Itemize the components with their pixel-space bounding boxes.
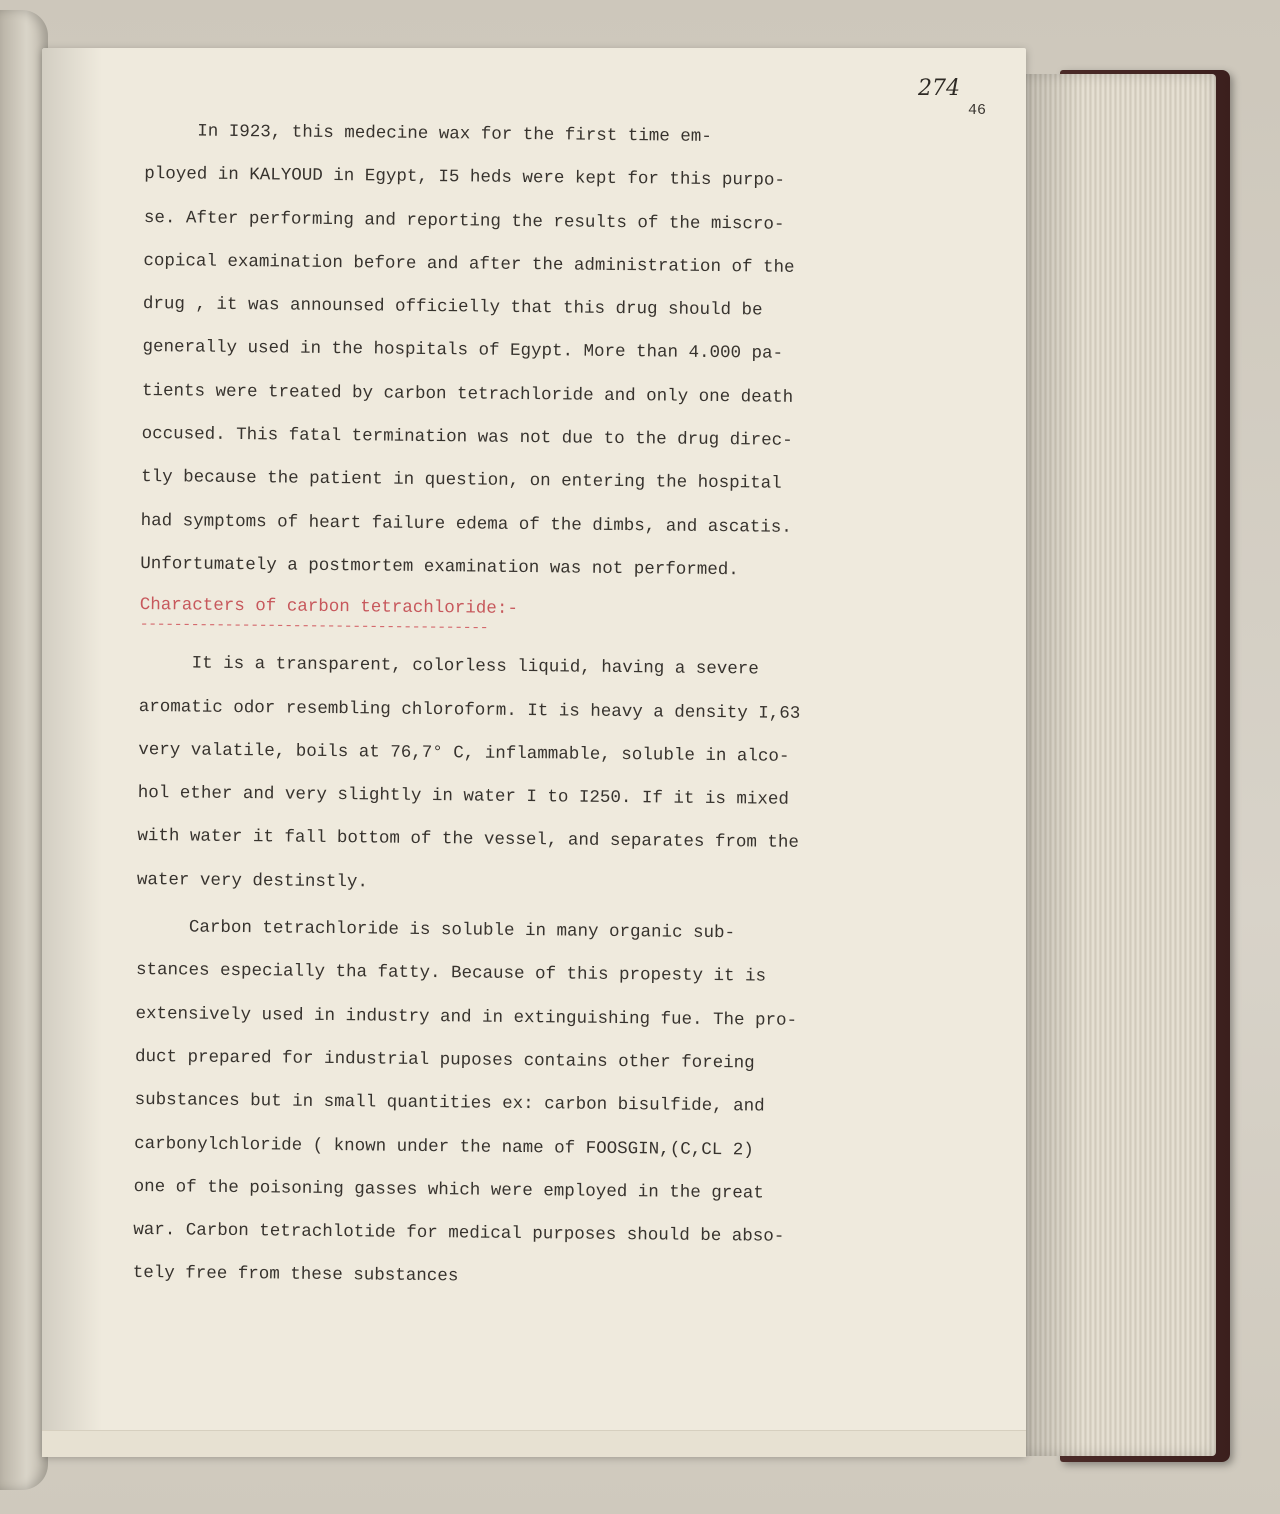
gutter-shadow: [42, 48, 102, 1456]
text-line: copical examination before and after the administration of the: [143, 250, 795, 278]
text-line: occused. This fatal termination was not due to the drug direc-: [141, 424, 793, 451]
text-line: Carbon tetrachloride is soluble in many organic sub-: [136, 917, 736, 944]
text-line: extensively used in industry and in extinguishing fue. The pro-: [135, 1003, 798, 1031]
text-line: duct prepared for industrial puposes contains other foreing: [134, 1046, 755, 1074]
paragraph-properties: [137, 642, 965, 910]
text-line: hol ether and very slightly in water I to I250. If it is mixed: [137, 783, 790, 810]
page-bottom-edge: [42, 1430, 1026, 1457]
text-line: drug , it was announsed officielly that this drug should be: [142, 294, 763, 321]
text-line: one of the poisoning gasses which were employed in the great: [133, 1176, 764, 1204]
section-heading: Characters of carbon tetrachloride:-: [139, 595, 518, 620]
text-line: water very destinstly.: [136, 869, 369, 893]
text-line: It is a transparent, colorless liquid, having a severe: [139, 653, 759, 680]
text-line: generally used in the hospitals of Egypt. More than 4.000 pa-: [142, 337, 784, 365]
text-line: tely free from these substances: [132, 1263, 459, 1287]
handwritten-folio-number: 274: [918, 76, 960, 101]
heading-underline: -----------------------------------------: [139, 616, 489, 637]
text-line: substances but in small quantities ex: carbon bisulfide, and: [134, 1090, 765, 1117]
text-line: carbonylchloride ( known under the name of FOOSGIN,(C,CL 2): [134, 1133, 754, 1160]
text-line: with water it fall bottom of the vessel, and separates from the: [137, 826, 800, 854]
text-line: had symptoms of heart failure edema of the dimbs, and ascatis.: [140, 510, 792, 538]
typescript-body: [133, 110, 970, 1304]
typed-page-number: 46: [968, 102, 987, 119]
previous-page-edge: [0, 10, 48, 1490]
paragraph-case-report: [140, 110, 970, 595]
text-line: stances especially tha fatty. Because of this propesty it is: [135, 960, 767, 987]
paragraph-solubility: [133, 906, 962, 1304]
text-line: war. Carbon tetrachlotide for medical purposes should be abso-: [133, 1220, 785, 1247]
text-line: Unfortumately a postmortem examination was not performed.: [140, 553, 739, 581]
text-line: aromatic odor resembling chloroform. It is heavy a density I,63: [138, 696, 801, 724]
text-line: In I923, this medecine wax for the first time em-: [144, 120, 712, 147]
section-heading-block: [140, 592, 965, 641]
text-line: very valatile, boils at 76,7° C, inflammable, soluble in alco-: [138, 739, 790, 767]
text-line: ployed in KALYOUD in Egypt, I5 heds were kept for this purpo-: [144, 164, 786, 192]
text-line: tients were treated by carbon tetrachloride and only one death: [141, 380, 794, 408]
text-line: tly because the patient in question, on entering the hospital: [141, 467, 782, 495]
text-line: se. After performing and reporting the results of the miscro-: [143, 207, 785, 235]
